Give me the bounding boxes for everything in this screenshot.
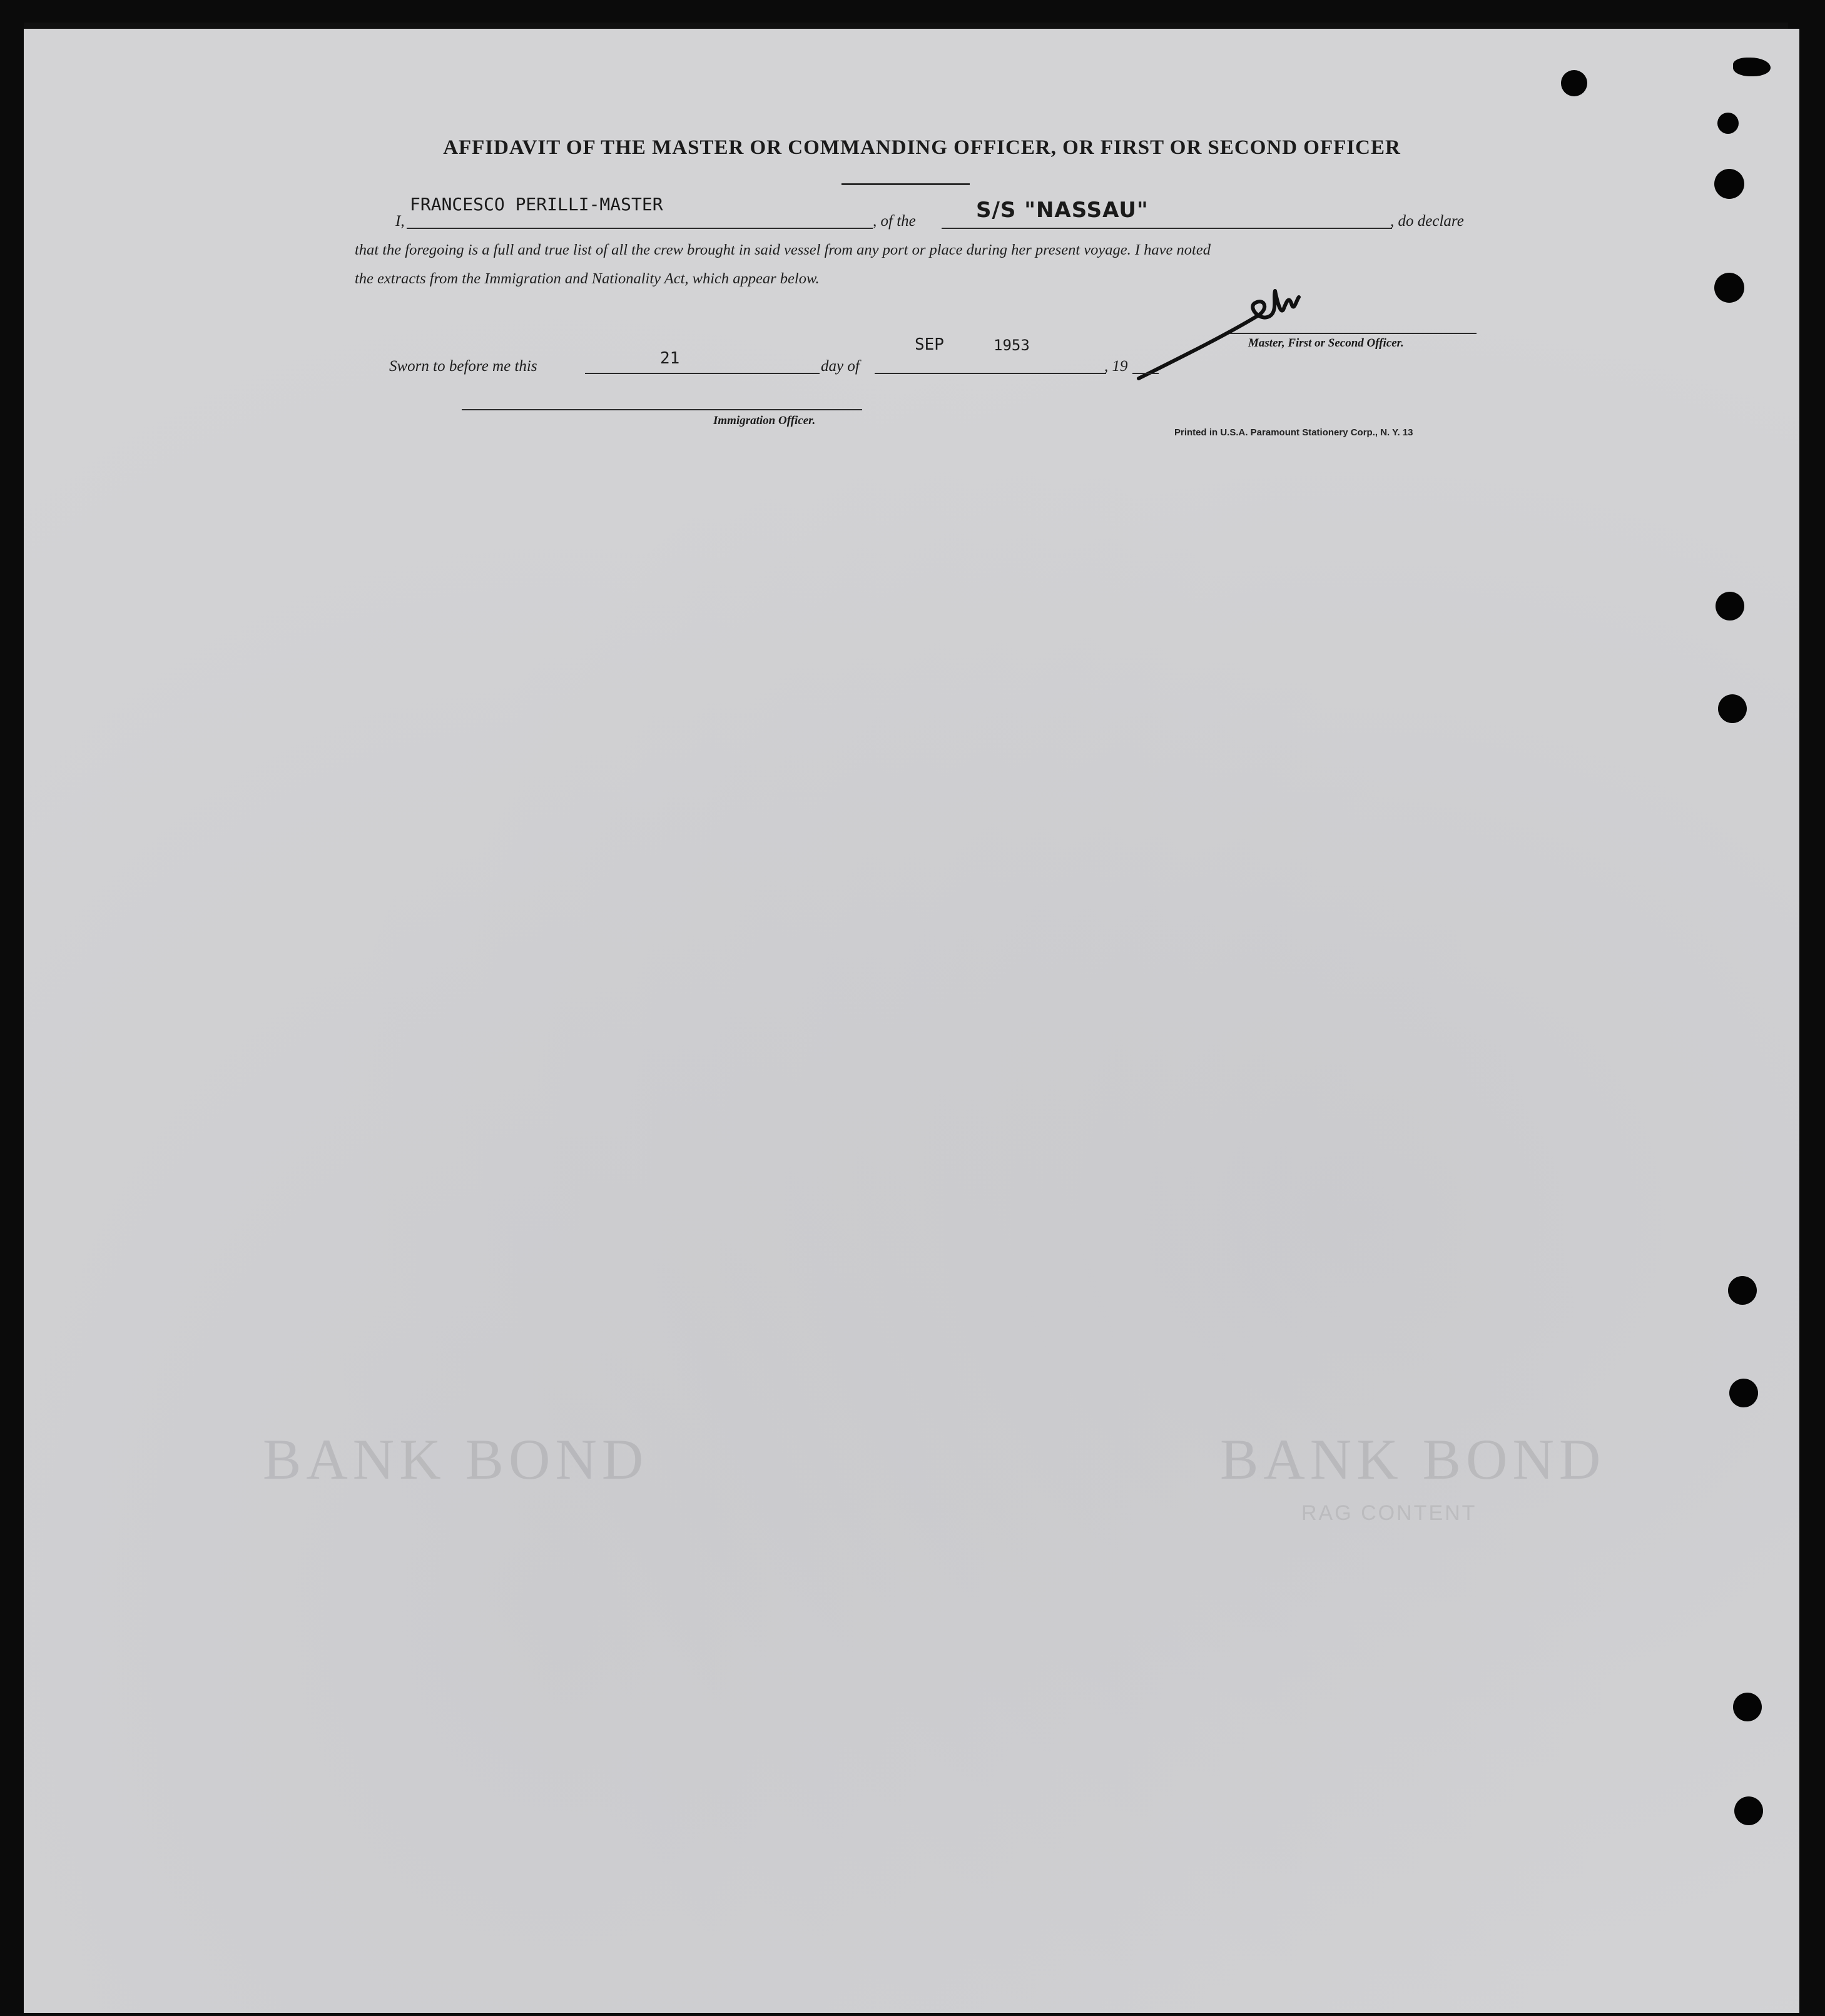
year-field-line (1132, 373, 1159, 374)
punch-hole-10 (1734, 1796, 1763, 1825)
immigration-officer-caption: Immigration Officer. (713, 414, 816, 427)
day-field-line (585, 373, 820, 374)
master-name-field[interactable]: FRANCESCO PERILLI-MASTER (410, 194, 663, 215)
immigration-officer-line (462, 409, 862, 410)
signature-line (1229, 333, 1477, 334)
year-typed[interactable]: 1953 (994, 337, 1030, 354)
document-page (24, 29, 1799, 2013)
punch-hole-5 (1716, 592, 1744, 621)
printer-note: Printed in U.S.A. Paramount Stationery Corp., N. Y. 13 (1174, 427, 1413, 438)
punch-hole-3 (1714, 169, 1744, 199)
punch-hole-2 (1717, 113, 1739, 134)
day-of-text: day of (821, 358, 860, 375)
declaration-prefix: I, (395, 213, 405, 230)
declaration-line-3: the extracts from the Immigration and Nationality Act, which appear below. (355, 270, 820, 287)
punch-hole-9 (1733, 1693, 1762, 1721)
signature-caption: Master, First or Second Officer. (1248, 337, 1404, 350)
title-underline (841, 183, 970, 185)
punch-hole-1 (1561, 70, 1587, 96)
punch-hole-7 (1728, 1276, 1757, 1305)
sworn-prefix: Sworn to before me this (389, 358, 537, 375)
declaration-line-2: that the foregoing is a full and true list of all the crew brought in said vessel from any port or place during her present voyage. I have noted (355, 241, 1211, 258)
do-declare-text: , do declare (1390, 213, 1464, 230)
vessel-field-line (942, 228, 1392, 229)
vessel-name-field[interactable]: S/S "NASSAU" (976, 198, 1149, 223)
of-the-text: , of the (873, 213, 916, 230)
signature-mark (1114, 278, 1320, 385)
punch-hole-4 (1714, 273, 1744, 303)
day-field[interactable]: 21 (660, 349, 680, 368)
month-field[interactable]: SEP (915, 335, 944, 354)
affidavit-title: AFFIDAVIT OF THE MASTER OR COMMANDING OFFICER, OR FIRST OR SECOND OFFICER (443, 136, 1401, 159)
name-field-line (407, 228, 873, 229)
watermark-right: BANK BOND (1220, 1427, 1606, 1491)
watermark-sub: RAG CONTENT (1301, 1501, 1477, 1525)
month-field-line (875, 373, 1106, 374)
corner-tear (1733, 58, 1771, 76)
punch-hole-6 (1718, 694, 1747, 723)
year-prefix-text: , 19 (1104, 358, 1128, 375)
punch-hole-8 (1729, 1379, 1758, 1407)
watermark-left: BANK BOND (263, 1427, 649, 1491)
